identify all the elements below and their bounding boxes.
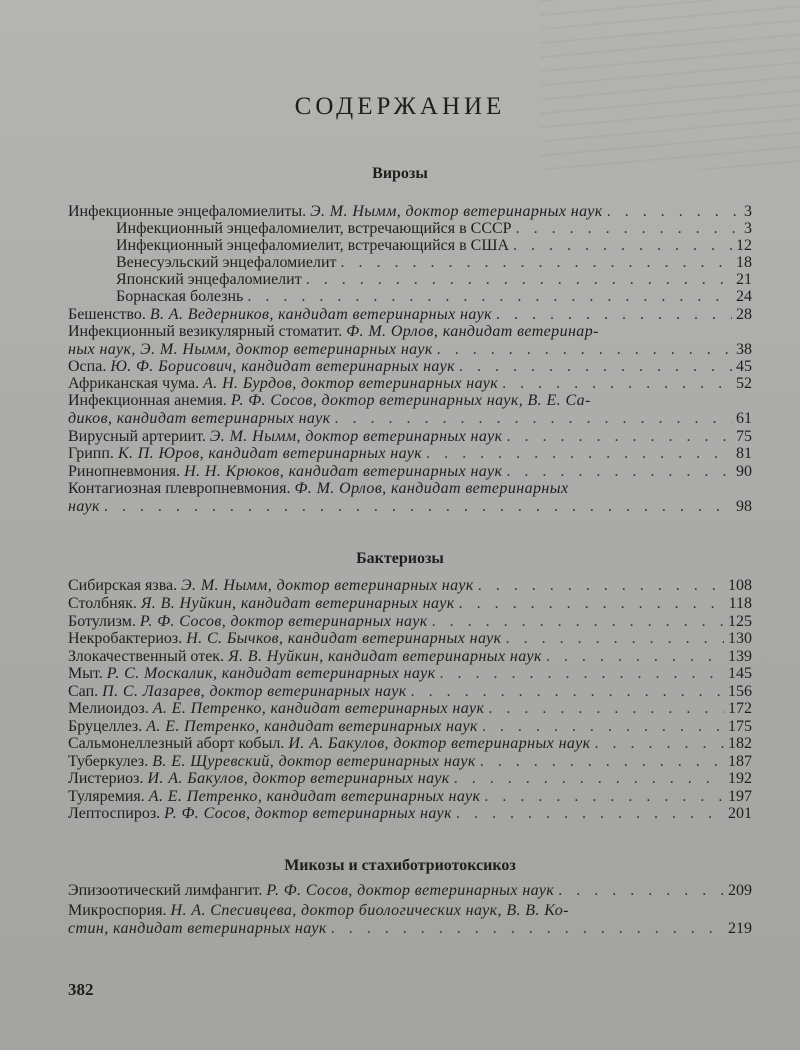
- leader-dots: [456, 804, 724, 824]
- entry-author: Н. С. Бычков, кандидат ветеринарных наук: [186, 630, 502, 647]
- entry-author: Я. В. Нуйкин, кандидат ветеринарных наук: [140, 595, 455, 612]
- toc-entry-line[interactable]: [68, 594, 752, 614]
- leader-dots: [440, 664, 724, 684]
- section-title: Вирозы: [372, 165, 428, 182]
- leader-dots: [104, 497, 732, 517]
- entry-page-number: 125: [728, 613, 752, 630]
- entry-title: Венесуэльский энцефаломиелит: [116, 254, 337, 271]
- toc-entry-line[interactable]: [68, 629, 752, 649]
- entry-title: Оспа.: [68, 358, 111, 375]
- toc-entry-line[interactable]: [116, 287, 752, 307]
- leader-dots: [331, 919, 724, 939]
- toc-entry-line[interactable]: [68, 734, 752, 754]
- entry-title: Сибирская язва.: [68, 577, 182, 594]
- toc-entry-line[interactable]: [68, 804, 752, 824]
- leader-dots: [506, 629, 724, 649]
- toc-entry-line[interactable]: [68, 699, 752, 719]
- toc-entry-line[interactable]: [68, 479, 700, 499]
- entry-page-number: 18: [736, 254, 752, 271]
- entry-page-number: 12: [736, 237, 752, 254]
- entry-title: Столбняк.: [68, 595, 141, 612]
- entry-author: стин, кандидат ветеринарных наук: [68, 920, 327, 937]
- toc-entry-line[interactable]: [68, 497, 752, 517]
- entry-title: Сап.: [68, 683, 103, 700]
- entry-title: Инфекционный энцефаломиелит, встречающийся в СССР: [116, 220, 512, 237]
- entry-author: К. П. Юров, кандидат ветеринарных наук: [117, 445, 423, 462]
- entry-author: Э. М. Нымм, доктор ветеринарных наук: [209, 428, 503, 445]
- toc-entry-line[interactable]: [68, 919, 752, 939]
- entry-title: Ринопневмония.: [68, 463, 185, 480]
- leader-dots: [459, 594, 725, 614]
- leader-dots: [426, 444, 732, 464]
- entry-page-number: 182: [728, 735, 752, 752]
- entry-author: Н. А. Спесивцева, доктор биологических наук, В. В. Ко-: [170, 902, 569, 919]
- entry-title: Листериоз.: [68, 770, 148, 787]
- entry-author: А. Е. Петренко, кандидат ветеринарных наук: [146, 718, 478, 735]
- entry-author: А. Е. Петренко, кандидат ветеринарных наук: [152, 700, 485, 717]
- leader-dots: [478, 576, 724, 596]
- toc-entry-line[interactable]: [68, 322, 700, 342]
- entry-title: Контагиозная плевропневмония.: [68, 480, 295, 497]
- entry-author: Р. Ф. Сосов, доктор ветеринарных наук, В. Е. Са-: [230, 392, 591, 409]
- leader-dots: [454, 769, 724, 789]
- entry-author: Н. Н. Крюков, кандидат ветеринарных наук: [184, 463, 503, 480]
- entry-page-number: 201: [728, 805, 752, 822]
- entry-author: П. С. Лазарев, доктор ветеринарных наук: [102, 683, 407, 700]
- entry-page-number: 3: [744, 220, 752, 237]
- entry-page-number: 52: [736, 375, 752, 392]
- entry-title: Сальмонеллезный аборт кобыл.: [68, 735, 289, 752]
- entry-page-number: 156: [728, 683, 752, 700]
- entry-title: Туляремия.: [68, 788, 149, 805]
- entry-page-number: 75: [736, 428, 752, 445]
- entry-author: Р. Ф. Сосов, доктор ветеринарных наук: [266, 882, 555, 899]
- toc-entry-line[interactable]: [68, 769, 752, 789]
- toc-entry-line[interactable]: [68, 409, 752, 429]
- entry-page-number: 45: [736, 358, 752, 375]
- leader-dots: [595, 734, 725, 754]
- leader-dots: [558, 881, 724, 901]
- entry-page-number: 197: [728, 788, 752, 805]
- toc-entry-line[interactable]: [68, 901, 752, 921]
- entry-title: Микроспория.: [68, 902, 171, 919]
- section-title: Микозы и стахиботриотоксикоз: [284, 857, 516, 874]
- entry-page-number: 118: [728, 595, 752, 612]
- entry-author: И. А. Бакулов, доктор ветеринарных наук: [288, 735, 591, 752]
- entry-author: Р. Ф. Сосов, доктор ветеринарных наук: [139, 613, 428, 630]
- entry-author: В. Е. Щуревский, доктор ветеринарных наук: [152, 753, 476, 770]
- entry-page-number: 209: [728, 882, 752, 899]
- entry-page-number: 28: [736, 306, 752, 323]
- page-number: 382: [68, 980, 94, 999]
- toc-entry-line[interactable]: [68, 881, 752, 901]
- entry-page-number: 81: [736, 445, 752, 462]
- entry-page-number: 108: [728, 577, 752, 594]
- entry-page-number: 172: [728, 700, 752, 717]
- entry-author: Р. С. Москалик, кандидат ветеринарных наук: [106, 665, 436, 682]
- entry-author: Я. В. Нуйкин, кандидат ветеринарных наук: [228, 648, 542, 665]
- entry-author: А. Н. Бурдов, доктор ветеринарных наук: [203, 375, 499, 392]
- entry-page-number: 145: [728, 665, 752, 682]
- entry-page-number: 219: [728, 920, 752, 937]
- entry-title: Ботулизм.: [68, 613, 140, 630]
- entry-title: Мыт.: [68, 665, 107, 682]
- entry-page-number: 61: [736, 410, 752, 427]
- entry-page-number: 21: [736, 271, 752, 288]
- entry-page-number: 175: [728, 718, 752, 735]
- entry-author: Э. М. Нымм, доктор ветеринарных наук: [310, 203, 603, 220]
- entry-title: Бруцеллез.: [68, 718, 147, 735]
- entry-title: Туберкулез.: [68, 753, 153, 770]
- entry-page-number: 187: [728, 753, 752, 770]
- entry-title: Бешенство.: [68, 306, 150, 323]
- entry-author: Ф. М. Орлов, кандидат ветеринарных: [294, 480, 569, 497]
- entry-title: Инфекционный энцефаломиелит, встречающийся в США: [116, 237, 510, 254]
- toc-entry-line[interactable]: [68, 576, 752, 596]
- entry-title: Злокачественный отек.: [68, 648, 229, 665]
- entry-page-number: 24: [736, 288, 752, 305]
- entry-title: Некробактериоз.: [68, 630, 187, 647]
- entry-title: Инфекционная анемия.: [68, 392, 231, 409]
- entry-author: наук: [68, 498, 100, 515]
- entry-page-number: 38: [736, 341, 752, 358]
- entry-page-number: 98: [736, 498, 752, 515]
- section-title: Бактериозы: [356, 550, 444, 567]
- entry-title: Мелиоидоз.: [68, 700, 153, 717]
- toc-entry-line[interactable]: [68, 444, 752, 464]
- entry-title: Инфекционные энцефаломиелиты.: [68, 203, 311, 220]
- bleed-through-text: [540, 0, 800, 170]
- entry-page-number: 90: [736, 463, 752, 480]
- entry-page-number: 3: [744, 203, 752, 220]
- entry-author: Р. Ф. Сосов, доктор ветеринарных наук: [164, 805, 452, 822]
- entry-page-number: 130: [728, 630, 752, 647]
- entry-page-number: 192: [728, 770, 752, 787]
- entry-author: Ф. М. Орлов, кандидат ветеринар-: [346, 323, 599, 340]
- entry-author: А. Е. Петренко, кандидат ветеринарных наук: [148, 788, 481, 805]
- leader-dots: [488, 699, 724, 719]
- leader-dots: [335, 409, 733, 429]
- entry-title: Эпизоотический лимфангит.: [68, 882, 267, 899]
- entry-page-number: 139: [728, 648, 752, 665]
- toc-entry-line[interactable]: [68, 391, 700, 411]
- entry-title: Грипп.: [68, 445, 118, 462]
- toc-entry-line[interactable]: [68, 664, 752, 684]
- entry-author: диков, кандидат ветеринарных наук: [68, 410, 331, 427]
- entry-title: Инфекционный везикулярный стоматит.: [68, 323, 347, 340]
- entry-title: Вирусный артериит.: [68, 428, 210, 445]
- leader-dots: [247, 287, 732, 307]
- entry-title: Японский энцефаломиелит: [116, 271, 302, 288]
- entry-title: Африканская чума.: [68, 375, 204, 392]
- entry-author: И. А. Бакулов, доктор ветеринарных наук: [147, 770, 450, 787]
- entry-author: Ю. Ф. Борисович, кандидат ветеринарных наук: [110, 358, 456, 375]
- entry-title: Борнаская болезнь: [116, 288, 244, 305]
- page-title: СОДЕРЖАНИЕ: [294, 93, 506, 120]
- entry-author: Э. М. Нымм, доктор ветеринарных наук: [181, 577, 474, 594]
- entry-author: ных наук, Э. М. Нымм, доктор ветеринарных наук: [68, 341, 433, 358]
- entry-author: В. А. Ведерников, кандидат ветеринарных наук: [149, 306, 492, 323]
- entry-title: Лептоспироз.: [68, 805, 165, 822]
